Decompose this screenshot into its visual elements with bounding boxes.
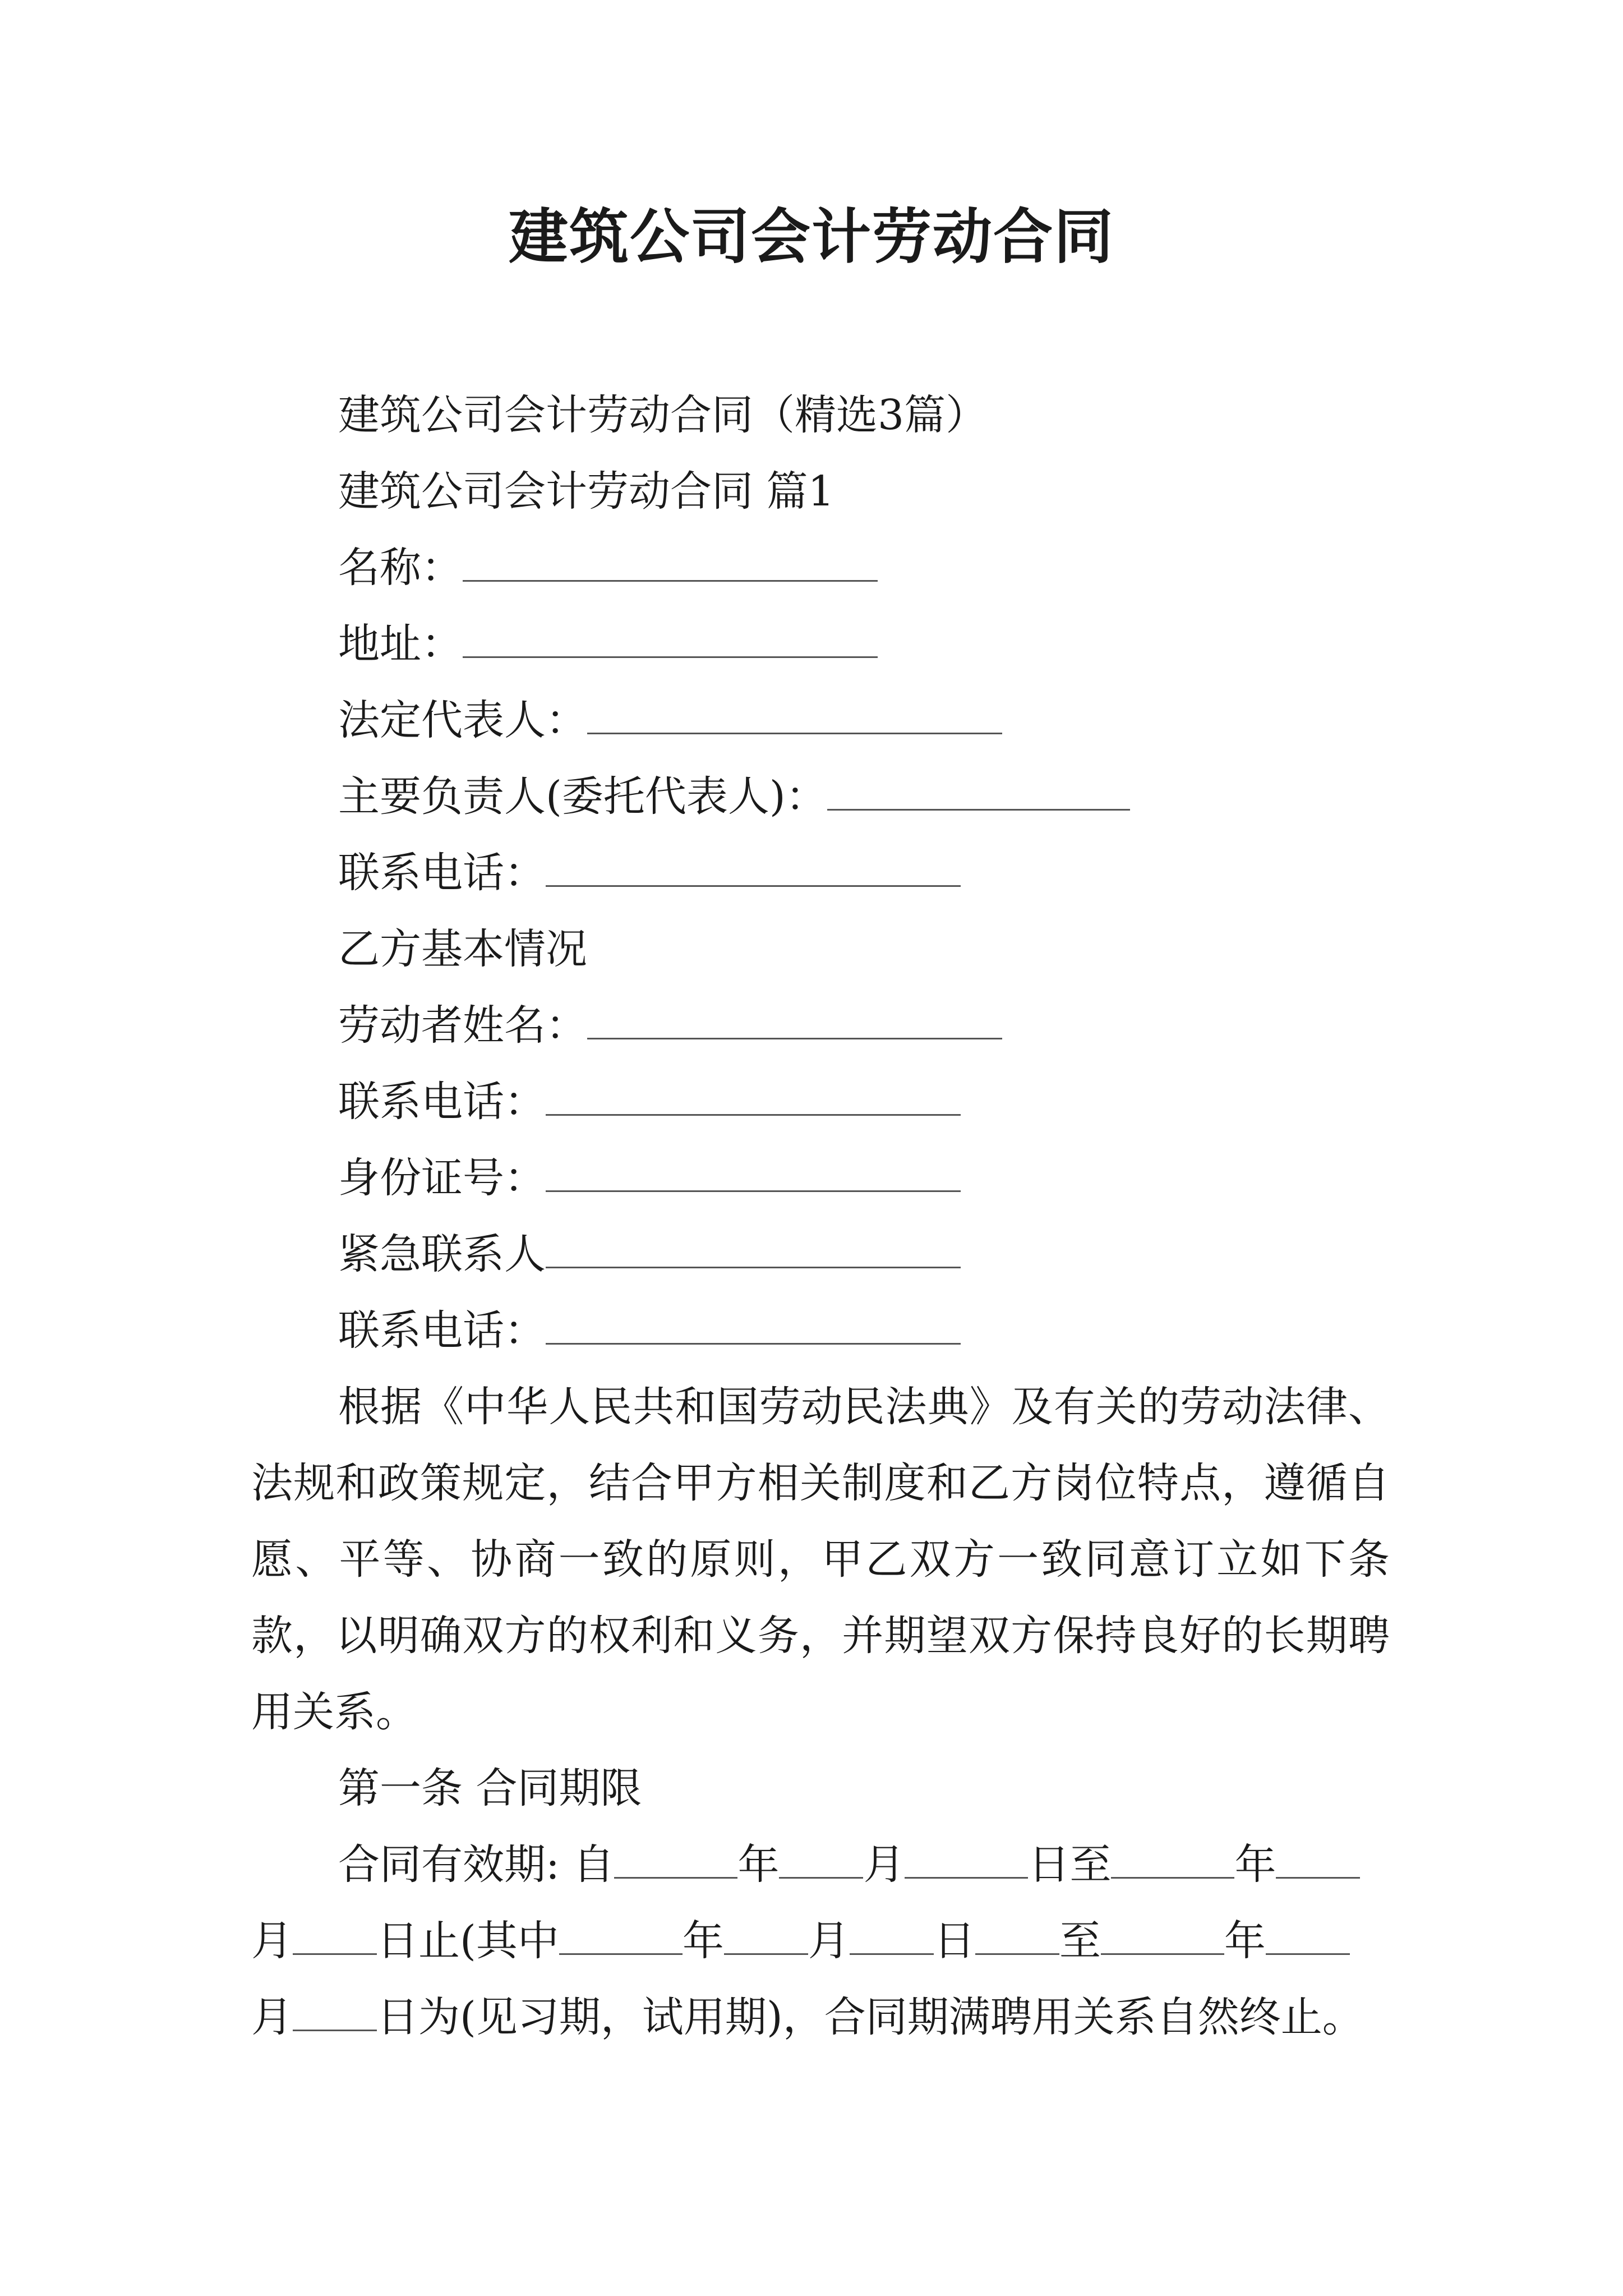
party-a-address-blank[interactable] [463,623,878,658]
day-label-2: 日 [933,1917,975,1965]
party-b-phone-label: 联系电话： [338,1078,546,1126]
party-a-legal-rep-field [338,692,1002,748]
party-b-id-label: 身份证号： [338,1154,546,1202]
until-label: 日止(其中 [377,1917,559,1965]
party-a-legal-rep-blank[interactable] [587,699,1002,734]
party-b-emergency-blank[interactable] [546,1233,961,1268]
party-b-id-field [338,1150,961,1206]
party-a-address-field [338,616,878,672]
end-month-blank-part[interactable] [1276,1843,1360,1879]
article-1-heading: 第一条 合同期限 [338,1764,642,1812]
contract-term-line-2 [251,1913,1350,1969]
party-a-legal-rep-label: 法定代表人： [338,696,587,744]
to-label-2: 至 [1059,1917,1101,1965]
probation-end-month-blank-part[interactable] [1266,1920,1350,1955]
month-label: 月 [863,1841,905,1889]
month-label-3: 月 [808,1917,850,1965]
party-a-name-blank[interactable] [463,546,878,582]
month-label-2: 月 [251,1917,293,1965]
party-b-id-blank[interactable] [546,1157,961,1192]
party-a-phone-blank[interactable] [546,852,961,887]
year-label: 年 [737,1841,780,1889]
party-a-phone-field [338,845,961,901]
start-year-blank[interactable] [614,1843,737,1879]
party-a-principal-label: 主要负责人(委托代表人)： [338,772,827,821]
party-b-name-field [338,997,1002,1053]
start-day-blank[interactable] [905,1843,1028,1879]
probation-gap-blank[interactable] [975,1920,1059,1955]
probation-start-year-blank[interactable] [559,1920,683,1955]
party-a-principal-field [338,769,1130,825]
party-b-emergency-phone-blank[interactable] [546,1309,961,1345]
party-b-emergency-label: 紧急联系人 [338,1230,546,1278]
probation-end-year-blank[interactable] [1101,1920,1224,1955]
document-title: 建筑公司会计劳动合同 [509,201,1114,272]
party-a-principal-blank[interactable] [827,775,1130,811]
day-label: 日 [1028,1841,1070,1889]
party-b-phone-blank[interactable] [546,1080,961,1116]
party-b-name-label: 劳动者姓名： [338,1001,587,1050]
end-year-blank[interactable] [1111,1843,1234,1879]
party-a-name-field [338,540,878,596]
party-a-phone-label: 联系电话： [338,849,546,897]
document-subtitle: 建筑公司会计劳动合同（精选3篇） [338,391,988,439]
start-month-blank[interactable] [779,1843,863,1879]
year-label-4: 年 [1224,1917,1266,1965]
year-label-3: 年 [682,1917,724,1965]
probation-start-day-blank[interactable] [850,1920,934,1955]
term-prefix: 合同有效期: 自 [338,1841,615,1889]
party-b-emergency-phone-field [338,1303,961,1359]
intro-paragraph: 根据《中华人民共和国劳动民法典》及有关的劳动法律、法规和政策规定，结合甲方相关制度和乙方岗位特点，遵循自愿、平等、协商一致的原则，甲乙双方一致同意订立如下条款，以明确双方的权利和义务，并期望双方保持良好的长期聘用关系。 [251,1383,1390,1736]
party-b-emergency-field [338,1226,961,1282]
section-heading: 建筑公司会计劳动合同 篇1 [338,467,834,516]
month-label-4: 月 [251,1993,293,2041]
year-label-2: 年 [1234,1841,1276,1889]
probation-end-day-blank[interactable] [293,1996,377,2031]
contract-term-line-1 [338,1837,1360,1893]
party-a-name-label: 名称： [338,544,463,592]
party-b-phone-field [338,1074,961,1130]
party-b-heading: 乙方基本情况 [338,925,587,973]
party-b-emergency-phone-label: 联系电话： [338,1306,546,1355]
to-label: 至 [1069,1841,1112,1889]
party-b-name-blank[interactable] [587,1004,1002,1039]
contract-term-line-3 [251,1989,1364,2045]
probation-start-month-blank[interactable] [724,1920,808,1955]
probation-suffix: 日为(见习期，试用期)，合同期满聘用关系自然终止。 [377,1993,1364,2041]
party-a-address-label: 地址： [338,620,463,668]
end-day-blank[interactable] [293,1920,377,1955]
